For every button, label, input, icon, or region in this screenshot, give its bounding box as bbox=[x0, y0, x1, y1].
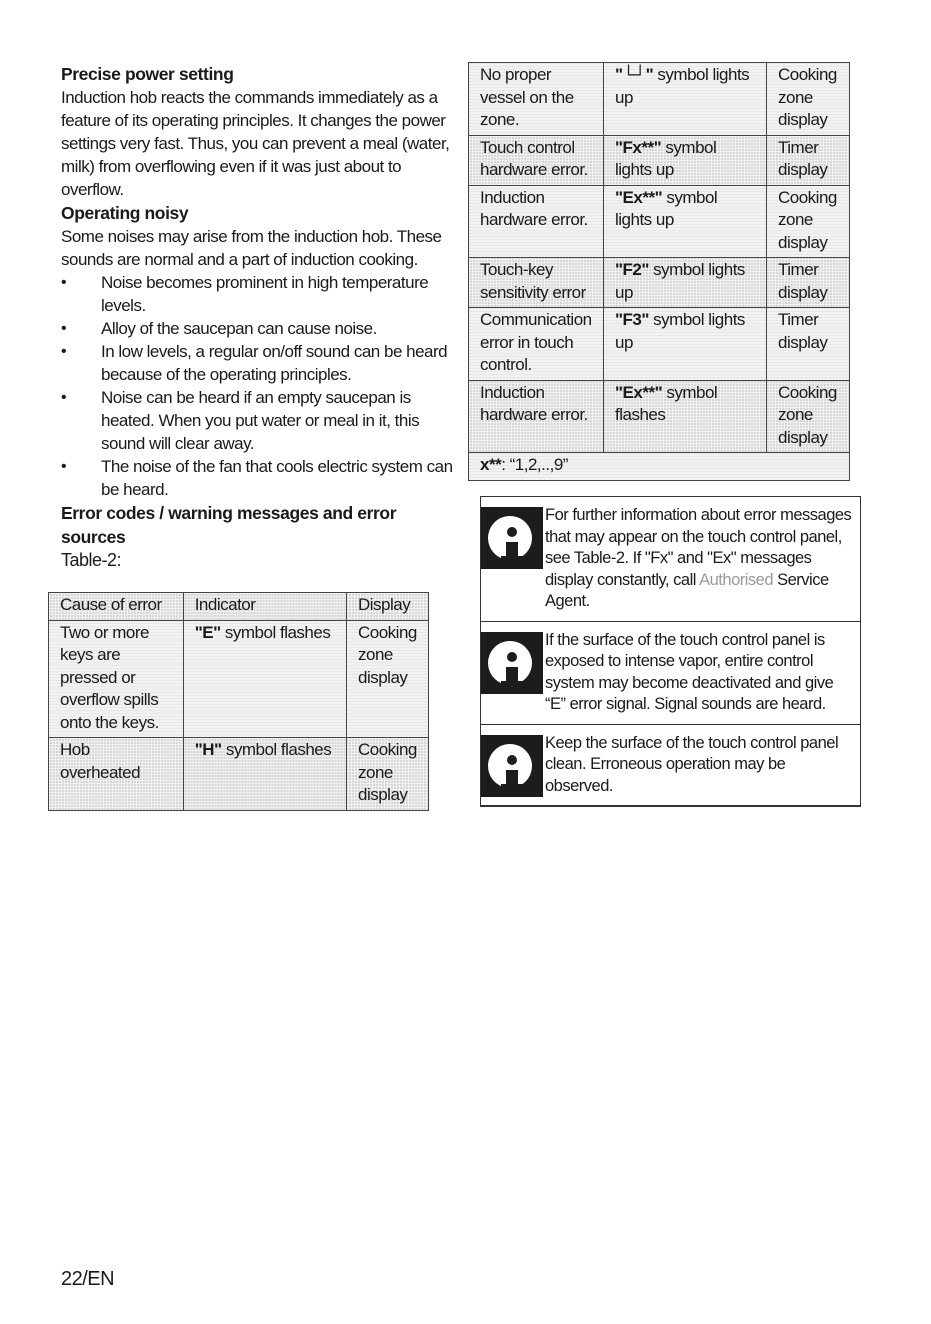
cell-indicator bbox=[603, 380, 766, 453]
indicator-text: symbol lights up bbox=[614, 187, 718, 229]
header-cause: Cause of error bbox=[49, 593, 184, 621]
cell-indicator bbox=[183, 620, 346, 738]
cell-display: Timer display bbox=[767, 308, 850, 381]
info-note bbox=[480, 724, 861, 806]
table-row bbox=[469, 258, 850, 308]
cell-cause: Communication error in touch control. bbox=[469, 308, 604, 381]
error-table-right bbox=[468, 62, 850, 481]
indicator-code: "Ex**" bbox=[614, 187, 663, 207]
table-row bbox=[49, 620, 429, 738]
info-note-text: If the surface of the touch control panel is exposed to intense vapor, entire control system may become deactivated and give “E” error signal. Signal sounds are heard. bbox=[545, 630, 834, 713]
indicator-text: symbol lights up bbox=[614, 310, 745, 352]
header-display: Display bbox=[346, 593, 428, 621]
cell-display: Cooking zone display bbox=[767, 380, 850, 453]
footnote-value: : “1,2,..,9” bbox=[501, 455, 568, 474]
info-icon bbox=[481, 632, 543, 694]
section-title-noise: Operating noisy bbox=[61, 203, 189, 223]
list-item: • Noise becomes prominent in high temperature levels. bbox=[61, 271, 456, 317]
cell-display: Cooking zone display bbox=[767, 185, 850, 258]
table-row bbox=[469, 135, 850, 185]
cell-cause: Induction hardware error. bbox=[469, 185, 604, 258]
info-icon bbox=[481, 507, 543, 569]
indicator-text: symbol flashes bbox=[221, 740, 332, 759]
cell-cause: Hob overheated bbox=[49, 738, 184, 811]
cell-display: Timer display bbox=[767, 258, 850, 308]
footnote-key: x** bbox=[480, 455, 502, 474]
cell-cause: Induction hardware error. bbox=[469, 380, 604, 453]
cell-cause: Touch control hardware error. bbox=[469, 135, 604, 185]
info-note bbox=[480, 621, 861, 724]
list-item: • In low levels, a regular on/off sound can be heard because of the operating principles. bbox=[61, 340, 456, 386]
cell-indicator bbox=[603, 308, 766, 381]
indicator-text: symbol flashes bbox=[220, 622, 331, 642]
list-item: • Noise can be heard if an empty saucepan is heated. When you put water or meal in it, this sound will clear away. bbox=[61, 386, 456, 455]
table-footnote bbox=[469, 453, 850, 481]
table-row bbox=[49, 738, 429, 811]
cell-indicator bbox=[603, 185, 766, 258]
table-header-row bbox=[49, 593, 429, 621]
info-text-faded: Authorised bbox=[699, 570, 774, 589]
indicator-text: symbol lights up bbox=[614, 65, 750, 107]
indicator-code: "F2" bbox=[614, 260, 649, 279]
table-row bbox=[469, 63, 850, 136]
cell-indicator bbox=[603, 63, 766, 136]
info-note-text: Keep the surface of the touch control panel clean. Erroneous operation may be observed. bbox=[545, 733, 839, 795]
section-body-noise: Some noises may arise from the induction hob. These sounds are normal and a part of induction cooking. bbox=[61, 227, 442, 269]
section-title-errors: Error codes / warning messages and error sources bbox=[61, 503, 397, 547]
cell-display: Cooking zone display bbox=[346, 620, 428, 738]
indicator-code: "H" bbox=[194, 740, 222, 759]
info-notes bbox=[480, 496, 861, 807]
info-text-end: Service Agent. bbox=[545, 570, 829, 610]
cell-display: Cooking zone display bbox=[767, 63, 850, 136]
page-number: 22/EN bbox=[61, 1268, 115, 1290]
cell-display: Timer display bbox=[767, 135, 850, 185]
table-row bbox=[469, 185, 850, 258]
cell-cause: Two or more keys are pressed or overflow spills onto the keys. bbox=[49, 620, 184, 738]
table-label: Table-2: bbox=[61, 550, 122, 570]
header-indicator: Indicator bbox=[183, 593, 346, 621]
table-row bbox=[469, 380, 850, 453]
cell-cause: Touch-key sensitivity error bbox=[469, 258, 604, 308]
error-table-left bbox=[48, 592, 429, 811]
noise-list bbox=[61, 271, 456, 501]
indicator-text: symbol flashes bbox=[614, 382, 718, 424]
info-text-main: For further information about error messages that may appear on the touch control panel, see Table-2. If "Fx" and "Ex" messages display constantly, call bbox=[545, 506, 852, 589]
cell-indicator bbox=[603, 135, 766, 185]
table-footnote-row bbox=[469, 453, 850, 481]
cell-display: Cooking zone display bbox=[346, 738, 428, 811]
table-row bbox=[469, 308, 850, 381]
info-note bbox=[480, 496, 861, 621]
indicator-code: "E" bbox=[194, 622, 221, 642]
cell-cause: No proper vessel on the zone. bbox=[469, 63, 604, 136]
list-item: • Alloy of the saucepan can cause noise. bbox=[61, 317, 456, 340]
left-column bbox=[61, 62, 456, 572]
list-item: • The noise of the fan that cools electric system can be heard. bbox=[61, 455, 456, 501]
cell-indicator bbox=[183, 738, 346, 811]
indicator-code: "F3" bbox=[614, 310, 649, 329]
info-note-text bbox=[545, 497, 860, 621]
cell-indicator bbox=[603, 258, 766, 308]
indicator-text: symbol lights up bbox=[614, 137, 717, 179]
section-title-power: Precise power setting bbox=[61, 64, 234, 84]
indicator-code: "Fx**" bbox=[614, 137, 662, 157]
info-icon bbox=[481, 735, 543, 797]
section-body-power: Induction hob reacts the commands immediately as a feature of its operating principles. It changes the power settings very fast. Thus, you can prevent a meal (water, milk) from overflowing even if it was just about to overflow. bbox=[61, 88, 450, 199]
indicator-code: "Ex**" bbox=[614, 382, 663, 402]
indicator-text: symbol lights up bbox=[614, 260, 745, 302]
indicator-code: "└┘" bbox=[614, 65, 654, 84]
